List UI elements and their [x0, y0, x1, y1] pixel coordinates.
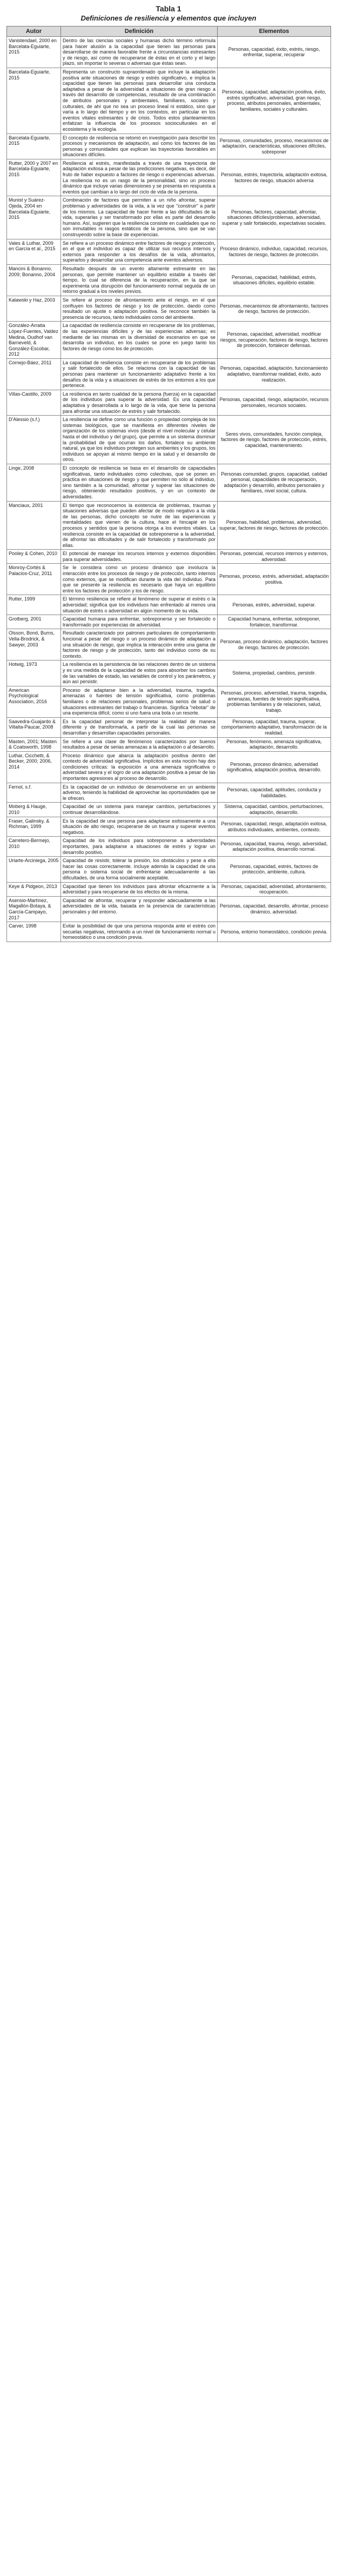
cell-definition: El potencial de manejar los recursos internos y externos disponibles para superar adversidades.: [61, 550, 218, 564]
table-row: [7, 264, 331, 296]
table-number: Tabla 1: [156, 4, 181, 13]
cell-definition: La resiliencia en tanto cualidad de la persona (fuerza) en la capacidad de los individuos para superar la adversidad. Es una capacidad adaptativa y desarrollada a lo largo de la vida, que tiene la persona para afrontar una situación de estrés y salir fortalecido.: [61, 390, 218, 415]
cell-definition: Capacidad de afrontar, recuperar y responder adecuadamente a las adversidades de la vida, basada en la presencia de características personales y del entorno.: [61, 896, 218, 922]
cell-elements: Personas, potencial, recursos internos y externos, adversidad.: [218, 550, 331, 564]
table-row: [7, 803, 331, 817]
table-row: [7, 68, 331, 134]
cell-author: Manciaux, 2001: [7, 501, 61, 550]
cell-elements: Personas, habilidad, problemas, adversidad, superar, factores de riesgo, factores de protección.: [218, 501, 331, 550]
cell-definition: Resultado después de un evento altamente estresante en las personas, que permite mantener un equilibrio estable a través del tiempo, lo cual se diferencia de la recuperación, en la que se experimenta una disrupción del funcionamiento normal seguida de un retorno gradual a los niveles previos.: [61, 264, 218, 296]
table-row: [7, 416, 331, 464]
cell-author: Vales & Luthar, 2009 en García et al., 2015: [7, 239, 61, 264]
cell-author: González-Arratia López-Fuentes, Valdez Medina, Oudhof van Barneveld, & González-Escobar, 2012: [7, 322, 61, 359]
cell-definition: Resultado caracterizado por patrones particulares de comportamiento funcional a pesar del riesgo o un proceso dinámico de adaptación a una situación de riesgo, que implica la interacción entre una gama de factores de riesgo y de protección, tanto del individuo como de su contexto.: [61, 629, 218, 660]
table-row: [7, 358, 331, 390]
cell-author: Fraser, Galinsky, & Richman, 1999: [7, 817, 61, 837]
cell-definition: El concepto de resiliencia se basa en el desarrollo de capacidades significativas, tanto individuales como colectivas, que se ponen en práctica en situaciones de riesgo y que permiten no sólo al individuo, sino también a la comunidad, afrontar y superar las situaciones de riesgo, obteniendo resultados positivos, y en un contexto de adversidades.: [61, 464, 218, 501]
cell-author: Uriarte-Arciniega, 2005: [7, 857, 61, 882]
cell-elements: Personas, capacidad, habilidad, estrés, situaciones difíciles, equilibrio estable.: [218, 264, 331, 296]
cell-elements: Personas, capacidad, riesgo, adaptación, recursos personales, recursos sociales.: [218, 390, 331, 415]
cell-author: Masten, 2001; Masten & Coatsworth, 1998: [7, 737, 61, 751]
header-elements: Elementos: [218, 26, 331, 37]
cell-definition: Se refiere a una clase de fenómenos caracterizados por buenos resultados a pesar de serias amenazas a la adaptación o al desarrollo.: [61, 737, 218, 751]
cell-definition: Es la capacidad personal de interpretar la realidad de manera diferente y de transformarla, a partir de la cual las personas se desarrollan y desarrollan capacidades personales.: [61, 717, 218, 737]
cell-definition: La capacidad de resiliencia consiste en recuperarse de los problemas y salir fortalecido de ellos. Se relaciona con la capacidad de las personas para mantener un funcionamiento adaptativo frente a los desafíos de la vida y a situaciones de estrés de los entornos a los que pertenece.: [61, 358, 218, 390]
cell-definition: Resiliencia al estrés, manifestada a través de una trayectoria de adaptación exitosa a pesar de las predicciones negativas, es decir, del fruto de haber expuesto a factores de riesgo o experiencias adversas. La resiliencia no es un rasgo de la personalidad, sino un proceso dinámico que incluye varias dimensiones y se presenta en respuesta a eventos que cambian a lo largo del ciclo de vida de la persona.: [61, 159, 218, 196]
cell-definition: Dentro de las ciencias sociales y humanas dicho término reformula para hacer alusión a la capacidad que tienen las personas para desarrollarse de manera favorable frente a circunstancias estresantes y de riesgo, así como de recuperarse de éstas en el corto y el largo plazo, sin importar lo severas o adversas que éstas sean.: [61, 37, 218, 68]
cell-author: Hotwig, 1973: [7, 660, 61, 686]
cell-author: Rutter, 2000 y 2007 en Barcelata-Eguiarte, 2015: [7, 159, 61, 196]
cell-definition: Capacidad que tienen los individuos para afrontar eficazmente a la adversidad y para recuperarse de los efectos de la misma.: [61, 882, 218, 896]
table-row: [7, 837, 331, 857]
cell-definition: Combinación de factores que permiten a un niño afrontar, superar problemas y adversidades de la vida, a la vez que "construir" a partir de los mismos. La capacidad de hacer frente a las dificultades de la vida, superarlas y ser transformado por ellas es parte del desarrollo humano. Así, sugieren que la resiliencia consiste en cualidades que no son inmutables ni rasgos estáticos de la persona, sino que se van construyendo sobre la base de experiencias.: [61, 196, 218, 239]
cell-elements: Personas, mecanismos de afrontamiento, factores de riesgo, factores de protección.: [218, 296, 331, 321]
cell-elements: Sistema, capacidad, cambios, perturbaciones, adaptación, desarrollo.: [218, 803, 331, 817]
cell-author: Keye & Pidgeon, 2013: [7, 882, 61, 896]
cell-definition: Proceso dinámico que abarca la adaptación positiva dentro del contexto de adversidad significativa. Implícitos en esta noción hay dos condiciones críticas: la exposición a una amenaza significativa o adversidad severa y el logro de una adaptación positiva a pesar de las importantes agresiones al proceso de desarrollo.: [61, 751, 218, 783]
cell-definition: El tiempo que reconocemos la existencia de problemas, traumas y situaciones adversas que pueden afectar de modo negativo a la vida de las personas, dicho concepto se nutre de las experiencias y mentalidades que vienen de la cultura, hace el hincapié en los procesos y sentidos que la persona otorga a los eventos vitales. La resiliencia consiste en la capacidad de sobreponerse a la adversidad, de afrontar las dificultades y de salir fortalecido y transformado por ellas.: [61, 501, 218, 550]
cell-author: Fernol, s.f.: [7, 783, 61, 803]
table-row: [7, 717, 331, 737]
table-row: [7, 922, 331, 942]
cell-elements: Persona, entorno homeostático, condición previa.: [218, 922, 331, 942]
cell-elements: Personas, fenómeno, amenaza significativa, adaptación, desarrollo.: [218, 737, 331, 751]
cell-elements: Seres vivos, comunidades, función compleja, factores de riesgo, factores de protección, estrés, capacidad, mantenimiento.: [218, 416, 331, 464]
cell-author: Munist y Suárez-Ojeda, 2004 en Barcelata-Eguiarte, 2015: [7, 196, 61, 239]
cell-definition: Es la capacidad de una persona para adaptarse exitosamente a una situación de alto riesgo, recuperarse de un trauma y superar eventos negativos.: [61, 817, 218, 837]
cell-definition: Se refiere a un proceso dinámico entre factores de riesgo y protección, en el que el individuo es capaz de utilizar sus recursos internos y externos para responder a los desafíos de la vida, afrontarlos, superarlos y desarrollar una competencia ante eventos adversos.: [61, 239, 218, 264]
cell-elements: Personas, capacidad, trauma, superar, comportamiento adaptativo, transformación de la realidad.: [218, 717, 331, 737]
cell-elements: Personas, capacidad, adversidad, afrontamiento, recuperación.: [218, 882, 331, 896]
cell-elements: Personas comunidad, grupos, capacidad, calidad personal, capacidades de recuperación, adaptación y desarrollo, atributos personales y familiares, nivel social, cultura.: [218, 464, 331, 501]
cell-author: Mancini & Bonanno, 2009; Bonanno, 2004: [7, 264, 61, 296]
cell-author: Luthar, Cicchetti, & Becker, 2000; 2006, 2014: [7, 751, 61, 783]
page: [0, 0, 337, 942]
cell-author: Saavedra-Guajardo & Villalta-Paucar, 2008: [7, 717, 61, 737]
cell-author: Asensio-Martínez, Magallón-Botaya, & García-Campayo, 2017: [7, 896, 61, 922]
cell-elements: Sistema, propiedad, cambios, persistir.: [218, 660, 331, 686]
cell-author: Carver, 1998: [7, 922, 61, 942]
cell-definition: La capacidad de resiliencia consiste en recuperarse de los problemas, de las experiencias difíciles y de las experiencias adversas; es mediante de las mismas en la diversidad de escenarios en que se desarrolla un individuo, en los cuales se pone en juego tanto los factores de riesgo como los de protección.: [61, 322, 218, 359]
table-row: [7, 857, 331, 882]
cell-elements: Personas, capacidad, riesgo, adaptación exitosa, atributos individuales, ambientes, contexto.: [218, 817, 331, 837]
table-row: [7, 37, 331, 68]
table-row: [7, 196, 331, 239]
header-row: [7, 26, 331, 37]
cell-author: Linge, 2008: [7, 464, 61, 501]
table-row: [7, 686, 331, 717]
cell-elements: Personas, capacidad, adaptación, funcionamiento adaptativo, transformar realidad, éxito, auto realización.: [218, 358, 331, 390]
cell-elements: Personas, proceso dinámico, adaptación, factores de riesgo, factores de protección.: [218, 629, 331, 660]
cell-elements: Personas, proceso dinámico, adversidad significativa, adaptación positiva, desarrollo.: [218, 751, 331, 783]
table-row: [7, 550, 331, 564]
cell-author: Vanistendael, 2000 en Barcelata-Eguiarte, 2015: [7, 37, 61, 68]
cell-elements: Personas, proceso, estrés, adversidad, adaptación positiva.: [218, 564, 331, 595]
table-row: [7, 501, 331, 550]
cell-definition: Capacidad de resistir, tolerar la presión, los obstáculos y pese a ello hacer las cosas correctamente. Incluye además la capacidad de una persona o sistema social de enfrentarse adecuadamente a las dificultades, de una forma socialmente aceptable.: [61, 857, 218, 882]
cell-author: Barcelata-Eguiarte, 2015: [7, 68, 61, 134]
cell-author: Pooley & Cohen, 2010: [7, 550, 61, 564]
table-caption: [0, 0, 337, 23]
cell-author: D'Alessio (s.f.): [7, 416, 61, 464]
table-row: [7, 896, 331, 922]
table-row: [7, 751, 331, 783]
cell-author: Villas-Castillo, 2009: [7, 390, 61, 415]
cell-definition: El concepto de resiliencia se retomó en investigación para describir los procesos y mecanismos de adaptación, así como los factores de las personas y comunidades que explican las trayectorias favorables en situaciones difíciles.: [61, 134, 218, 159]
cell-elements: Personas, estrés, trayectoria, adaptación exitosa, factores de riesgo, situación adversa: [218, 159, 331, 196]
table-row: [7, 564, 331, 595]
cell-definition: Representa un constructo supraordenado que incluye la adaptación positiva ante situaciones de riesgo y estrés significativo, e implica la capacidad que tienen las personas para desarrollar una conducta adaptativa a pesar de la adversidad a situaciones de gran riesgo a través del desarrollo de competencias, resultado de una combinación de atributos personales y ambientales, familiares, sociales y culturales, de ahí que no sea un proceso lineal ni estático, sino que varía a lo largo del tiempo y en los contextos, en particular en los eventos vitales estresantes y de crisis. Todos estos planteamientos enfatizan la influencia de los procesos socioculturales en el ecosistema y la ecología.: [61, 68, 218, 134]
table-row: [7, 595, 331, 615]
cell-author: Carretero-Bermejo, 2010: [7, 837, 61, 857]
cell-elements: Personas, capacidad, desarrollo, afrontar, proceso dinámico, adversidad.: [218, 896, 331, 922]
table-row: [7, 390, 331, 415]
table-body: [7, 37, 331, 942]
table-row: [7, 239, 331, 264]
cell-elements: Personas, proceso, adversidad, trauma, tragedia, amenazas, fuentes de tensión significativa, problemas familiares y de relaciones, salud, trabajo.: [218, 686, 331, 717]
header-definition: Definición: [61, 26, 218, 37]
cell-author: Kalawski y Haz, 2003: [7, 296, 61, 321]
cell-elements: Capacidad humana, enfrentar, sobreponer, fortalecer, transformar.: [218, 615, 331, 629]
table-row: [7, 817, 331, 837]
definitions-table: [6, 26, 331, 942]
table-row: [7, 660, 331, 686]
cell-definition: La resiliencia se define como una función o propiedad compleja de los sistemas biológicos, que se manifiesta en diferentes niveles de organización de los sistemas vivos (desde el nivel molecular y celular hasta el del individuo y del grupo), que permite a un sistema disminuir la probabilidad de que ocurran los daños, fortalece su ambiente natural, ya que los individuos protegen sus ambientes y los grupos, los individuos se apoyan al mismo tiempo en la salud y el desarrollo de otros.: [61, 416, 218, 464]
table-row: [7, 296, 331, 321]
cell-definition: Proceso de adaptarse bien a la adversidad, trauma, tragedia, amenazas o fuentes de tensión significativa, como problemas familiares o de relaciones personales, problemas serios de salud o situaciones estresantes del trabajo o financieras. Significa "rebotar" de una experiencia difícil, como si uno fuera una bola o un resorte.: [61, 686, 218, 717]
cell-definition: Es la capacidad de un individuo de desenvolverse en un ambiente adverso, teniendo la habilidad de aprovechar las oportunidades que se le ofrecen.: [61, 783, 218, 803]
table-row: [7, 615, 331, 629]
cell-elements: Proceso dinámico, individuo, capacidad, recursos, factores de riesgo, factores de protección.: [218, 239, 331, 264]
cell-definition: El término resiliencia se refiere al fenómeno de superar el estrés o la adversidad; significa que los individuos han enfrentado al menos una situación de estrés o adversidad en algún momento de su vida.: [61, 595, 218, 615]
cell-definition: Capacidad de un sistema para manejar cambios, perturbaciones y continuar desarrollándose.: [61, 803, 218, 817]
table-title: Definiciones de resiliencia y elementos que incluyen: [80, 14, 257, 22]
table-header: [7, 26, 331, 37]
header-author: Autor: [7, 26, 61, 37]
cell-elements: Personas, capacidad, trauma, riesgo, adversidad, adaptación positiva, desarrollo normal.: [218, 837, 331, 857]
cell-definition: Capacidad humana para enfrentar, sobreponerse y ser fortalecido o transformado por experiencias de adversidad.: [61, 615, 218, 629]
table-row: [7, 159, 331, 196]
table-row: [7, 134, 331, 159]
cell-definition: Se le considera como un proceso dinámico que involucra la interacción entre los procesos de riesgo y de protección, tanto internos como externos, que se modifican durante la vida del individuo. Para que se presente la resiliencia es necesario que haya un equilibrio entre los factores de protección y los de riesgo.: [61, 564, 218, 595]
table-row: [7, 629, 331, 660]
cell-elements: Personas, comunidades, proceso, mecanismos de adaptación, características, situaciones difíciles, sobreponer: [218, 134, 331, 159]
cell-elements: Personas, capacidad, éxito, estrés, riesgo, enfrentar, superar, recuperar: [218, 37, 331, 68]
cell-author: American Psychological Association, 2016: [7, 686, 61, 717]
cell-definition: Evitar la posibilidad de que una persona responda ante el estrés con secuelas negativas, retornando a un nivel de funcionamiento normal u homeostático o una condición previa.: [61, 922, 218, 942]
table-row: [7, 882, 331, 896]
cell-definition: Capacidad de los individuos para sobreponerse a adversidades importantes, para adaptarse a situaciones de estrés y lograr un desarrollo positivo.: [61, 837, 218, 857]
cell-author: Cornejo-Báez, 2011: [7, 358, 61, 390]
cell-elements: Personas, estrés, adversidad, superar.: [218, 595, 331, 615]
cell-author: Rutter, 1999: [7, 595, 61, 615]
cell-elements: Personas, capacidad, aptitudes, conducta y habilidades.: [218, 783, 331, 803]
cell-definition: La resiliencia es la persistencia de las relaciones dentro de un sistema y es una medida de la capacidad de estos para absorber los cambios de las variables de estado, las variables de control y los parámetros, y aún así persistir.: [61, 660, 218, 686]
cell-author: Barcelata-Eguiarte, 2015: [7, 134, 61, 159]
cell-elements: Personas, factores, capacidad, afrontar, situaciones difíciles/problemas, adversidad, superar y salir fortalecido, expectativas sociales.: [218, 196, 331, 239]
table-row: [7, 322, 331, 359]
cell-elements: Personas, capacidad, estrés, factores de protección, ambiente, cultura.: [218, 857, 331, 882]
cell-definition: Se refiere al proceso de afrontamiento ante el riesgo, en el que confluyen los factores de riesgo y los de protección, dando como resultado un ajuste o adaptación positiva. Se reconoce también la presencia de recursos, tanto individuales como del ambiente.: [61, 296, 218, 321]
cell-author: Grotberg, 2001: [7, 615, 61, 629]
cell-elements: Personas, capacidad, adaptación positiva, éxito, estrés significativo, adversidad, gran riesgo, proceso, atributos personales, ambientales, familiares, sociales y culturales.: [218, 68, 331, 134]
table-row: [7, 737, 331, 751]
table-row: [7, 783, 331, 803]
cell-elements: Personas, capacidad, adversidad, modificar riesgos, recuperación, factores de riesgo, factores de protección, fortalecer defensas.: [218, 322, 331, 359]
cell-author: Moberg & Hauge, 2010: [7, 803, 61, 817]
cell-author: Monroy-Cortés & Palacios-Cruz, 2011: [7, 564, 61, 595]
cell-author: Olsson, Bond, Burns, Vella-Brodrick, & Sawyer, 2003: [7, 629, 61, 660]
table-row: [7, 464, 331, 501]
